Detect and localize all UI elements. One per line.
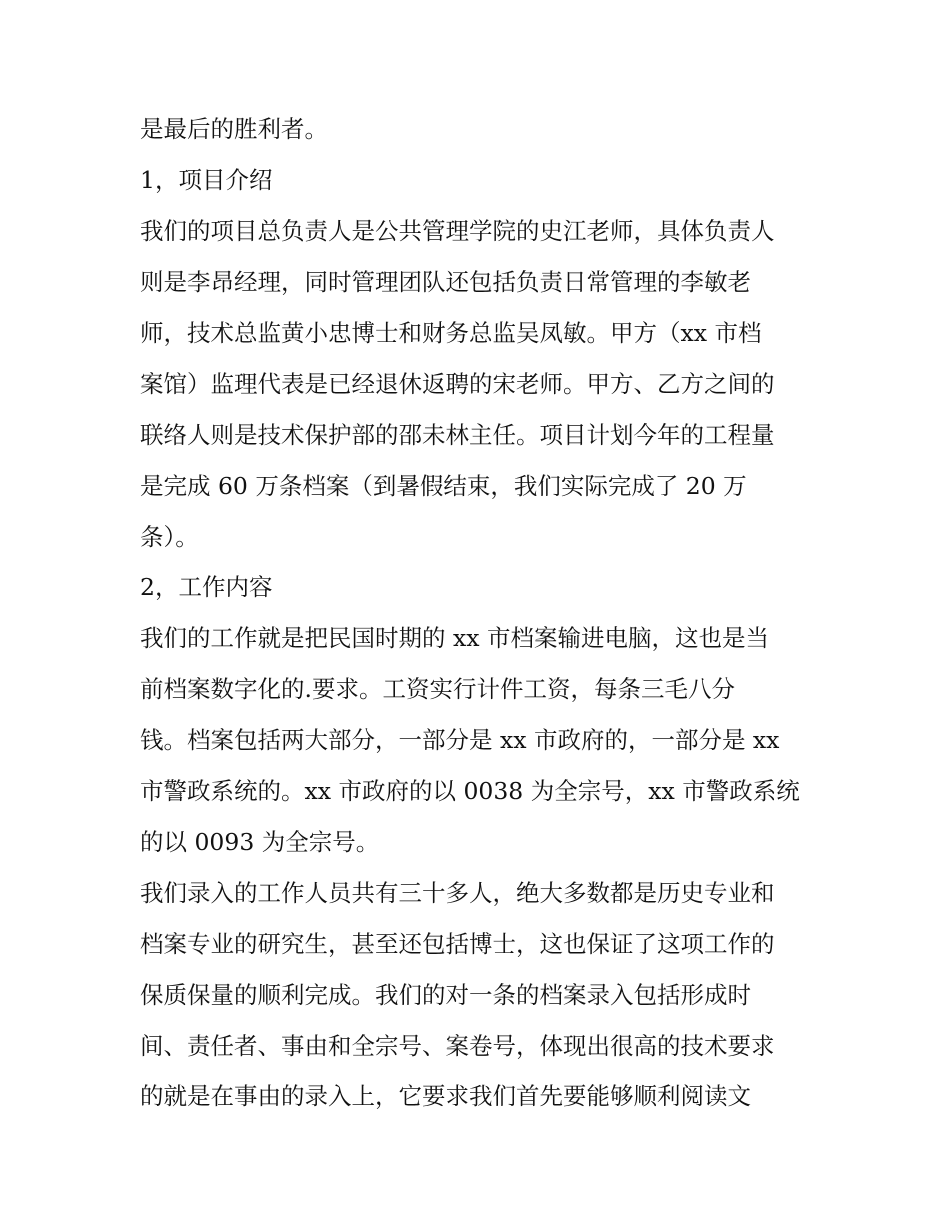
text-line: 是最后的胜利者。 [140,115,328,143]
text-line: 我们的工作就是把民国时期的 xx 市档案输进电脑，这也是当 [140,624,769,652]
text-line: 的以 0093 为全宗号。 [140,828,380,856]
text-line: 联络人则是技术保护部的邵未林主任。项目计划今年的工程量 [140,421,775,449]
text-line: 案馆）监理代表是已经退休返聘的宋老师。甲方、乙方之间的 [140,370,775,398]
text-line: 市警政系统的。xx 市政府的以 0038 为全宗号，xx 市警政系统 [140,777,800,805]
text-line: 的就是在事由的录入上，它要求我们首先要能够顺利阅读文 [140,1082,751,1110]
text-line: 我们录入的工作人员共有三十多人，绝大多数都是历史专业和 [140,879,775,907]
text-line: 师，技术总监黄小忠博士和财务总监吴凤敏。甲方（xx 市档 [140,319,762,347]
text-line: 是完成 60 万条档案（到暑假结束，我们实际完成了 20 万 [140,472,747,500]
text-line: 间、责任者、事由和全宗号、案卷号，体现出很高的技术要求 [140,1032,775,1060]
section-heading: 2，工作内容 [140,573,273,601]
text-line: 我们的项目总负责人是公共管理学院的史江老师，具体负责人 [140,217,775,245]
text-line: 档案专业的研究生，甚至还包括博士，这也保证了这项工作的 [140,930,775,958]
text-line: 条）。 [140,523,199,551]
text-line: 则是李昂经理，同时管理团队还包括负责日常管理的李敏老 [140,268,751,296]
section-heading: 1，项目介绍 [140,166,273,194]
text-line: 前档案数字化的.要求。工资实行计件工资，每条三毛八分 [140,675,735,703]
text-line: 保质保量的顺利完成。我们的对一条的档案录入包括形成时 [140,981,751,1009]
text-line: 钱。档案包括两大部分，一部分是 xx 市政府的，一部分是 xx [140,726,780,754]
